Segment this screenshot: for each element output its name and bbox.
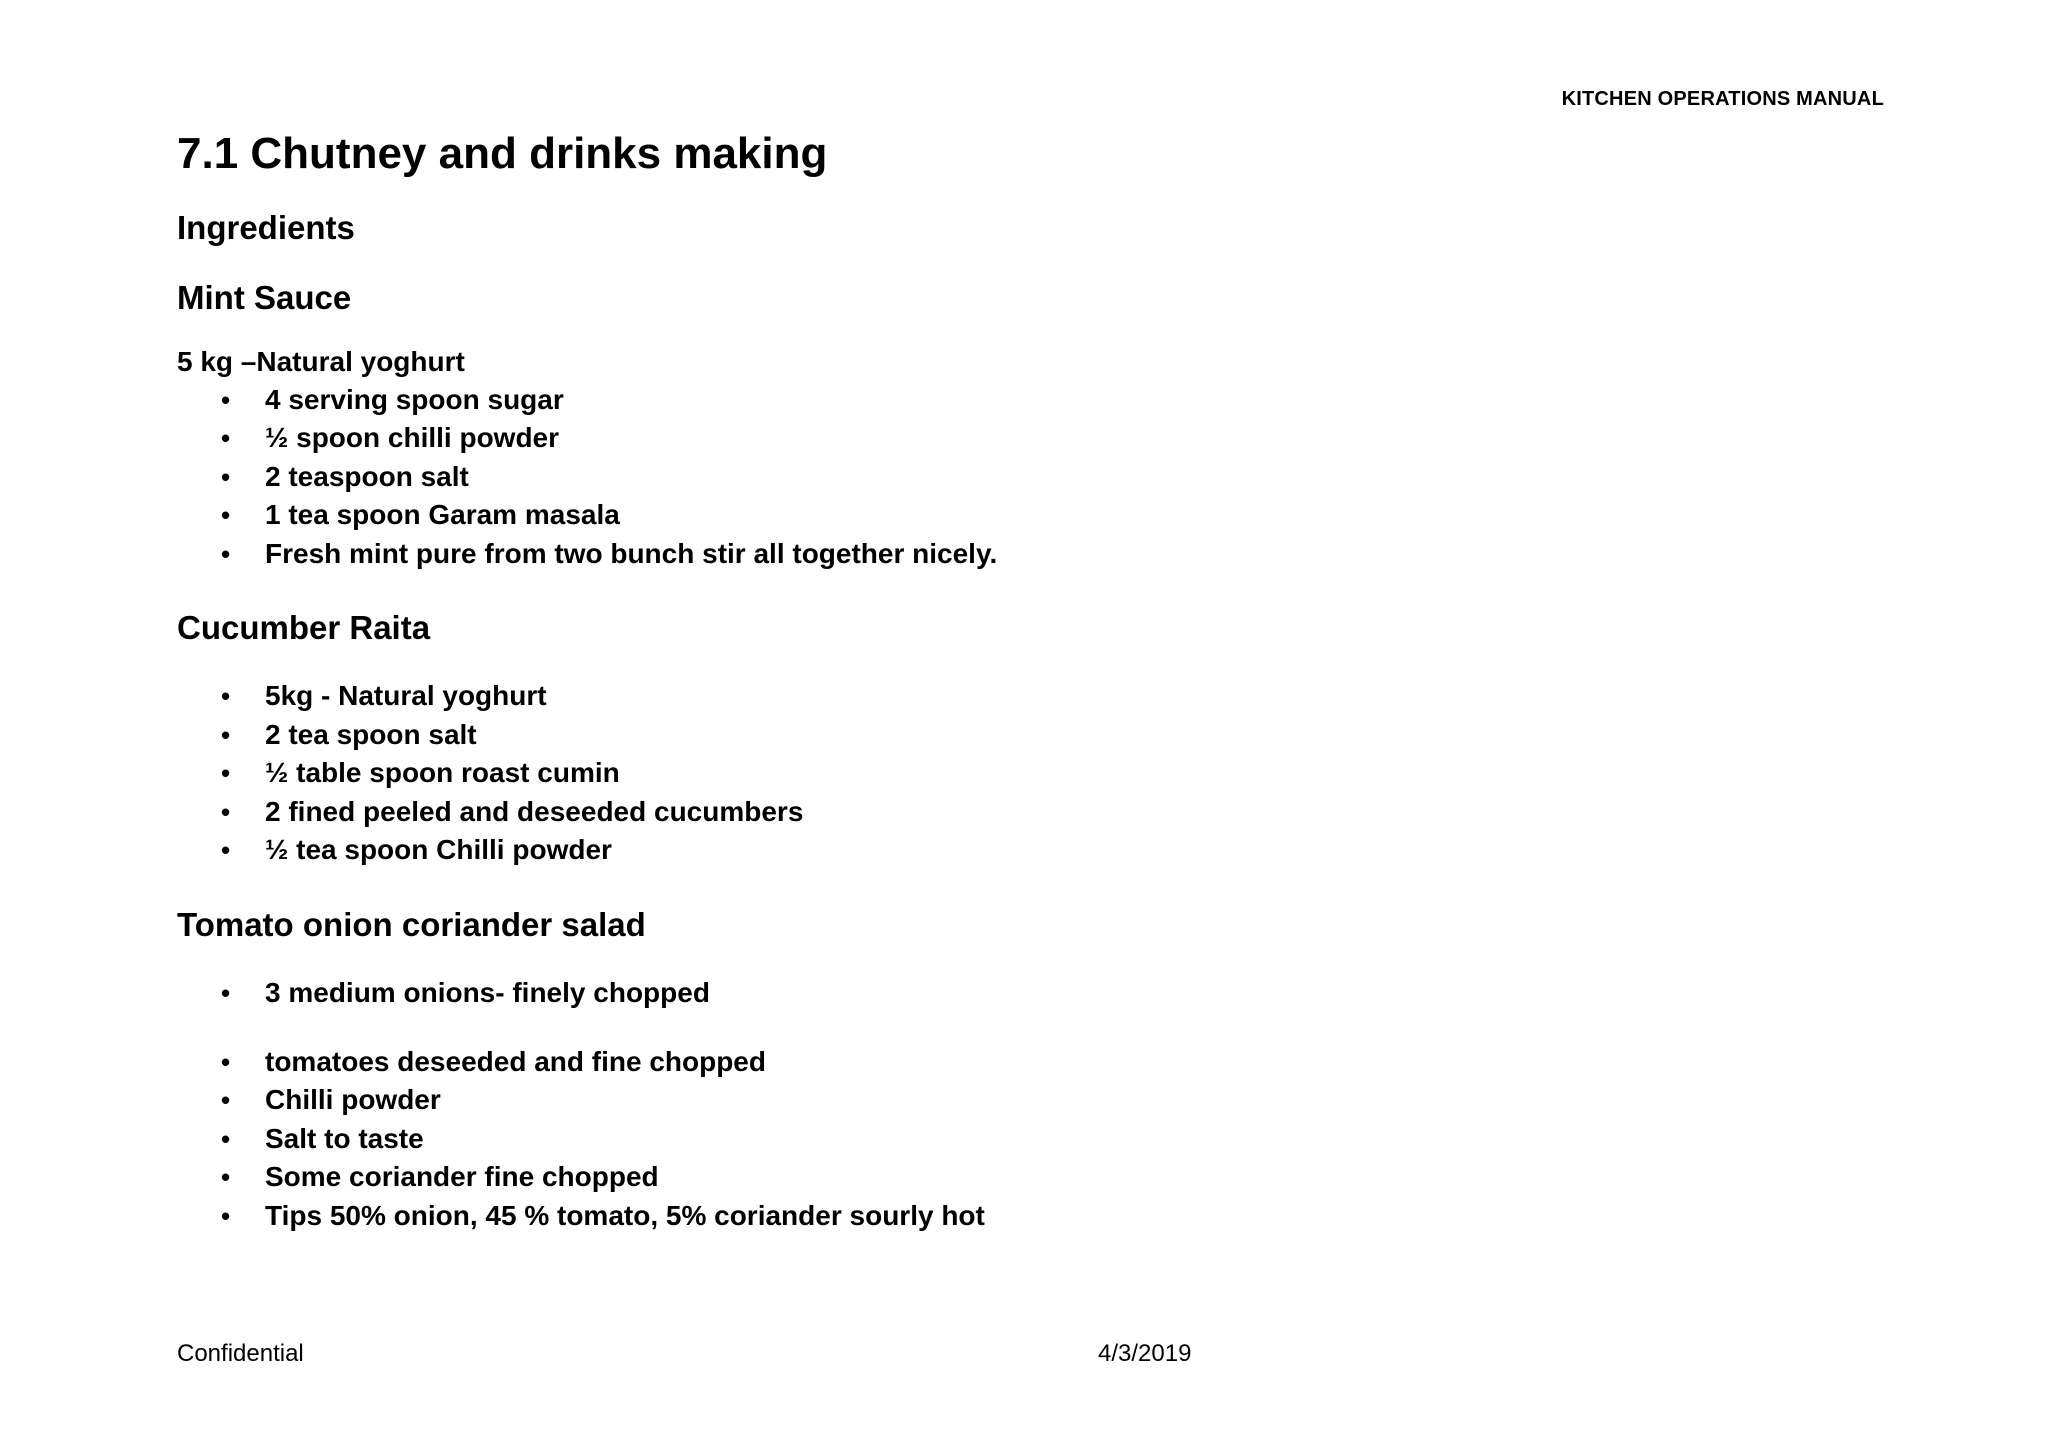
list-item-text: ½ table spoon roast cumin (265, 757, 620, 789)
list-item-text: Fresh mint pure from two bunch stir all together nicely. (265, 537, 998, 569)
bullet-icon: • (221, 1046, 231, 1077)
footer-date: 4/3/2019 (1098, 1340, 1192, 1367)
list-item-text: 2 tea spoon salt (265, 718, 477, 750)
list-item-text: Tips 50% onion, 45 % tomato, 5% coriander sourly hot (265, 1199, 985, 1231)
bullet-icon: • (221, 719, 231, 750)
bullet-icon: • (221, 423, 231, 453)
list-item-text: 5kg - Natural yoghurt (265, 680, 547, 712)
bullet-icon: • (221, 978, 231, 1008)
list-item-text: ½ tea spoon Chilli powder (265, 834, 612, 866)
bullet-icon: • (221, 500, 231, 530)
bullet-icon: • (221, 758, 231, 789)
list-item-text: ½ spoon chilli powder (265, 422, 560, 453)
page-title: 7.1 Chutney and drinks making (177, 129, 828, 178)
tomato-salad-first-list (177, 974, 1677, 1013)
bullet-icon: • (221, 835, 231, 866)
mint-sauce-lead: 5 kg –Natural yoghurt (177, 345, 465, 377)
spacer (177, 870, 1677, 904)
spacer (177, 945, 1677, 974)
bullet-icon: • (221, 384, 231, 415)
page-content (177, 126, 1677, 1235)
tomato-salad-heading: Tomato onion coriander salad (177, 905, 646, 943)
cucumber-raita-list (177, 677, 1677, 870)
bullet-icon: • (221, 1123, 231, 1154)
spacer (177, 573, 1677, 607)
list-item (177, 677, 1677, 716)
mint-sauce-list (177, 381, 1677, 574)
bullet-icon: • (221, 796, 231, 827)
spacer (177, 1013, 1677, 1043)
list-item (177, 1120, 1677, 1159)
list-item (177, 1197, 1677, 1236)
list-item-text: 2 fined peeled and deseeded cucumbers (265, 795, 804, 827)
bullet-icon: • (221, 1200, 231, 1231)
list-item (177, 535, 1677, 574)
bullet-icon: • (221, 461, 231, 492)
list-item-text: Some coriander fine chopped (265, 1161, 659, 1192)
list-item (177, 381, 1677, 420)
list-item (177, 419, 1677, 458)
list-item (177, 1081, 1677, 1120)
list-item (177, 496, 1677, 535)
tomato-salad-list (177, 1043, 1677, 1236)
bullet-icon: • (221, 1162, 231, 1192)
spacer (177, 648, 1677, 677)
running-header: KITCHEN OPERATIONS MANUAL (1561, 88, 1884, 110)
bullet-icon: • (221, 538, 231, 569)
list-item-text: 1 tea spoon Garam masala (265, 499, 620, 530)
list-item (177, 974, 1677, 1013)
footer-confidential: Confidential (177, 1340, 304, 1367)
list-item-text: 4 serving spoon sugar (265, 383, 564, 415)
list-item (177, 458, 1677, 497)
list-item-text: 3 medium onions- finely chopped (265, 977, 710, 1008)
list-item-text: tomatoes deseeded and fine chopped (265, 1045, 766, 1077)
mint-sauce-heading: Mint Sauce (177, 279, 352, 317)
list-item-text: Chilli powder (265, 1084, 441, 1115)
bullet-icon: • (221, 681, 231, 712)
list-item-text: 2 teaspoon salt (265, 460, 469, 492)
bullet-icon: • (221, 1085, 231, 1115)
list-item-text: Salt to taste (265, 1122, 424, 1154)
list-item (177, 831, 1677, 870)
list-item (177, 716, 1677, 755)
ingredients-heading: Ingredients (177, 209, 355, 246)
list-item (177, 1158, 1677, 1197)
list-item (177, 754, 1677, 793)
cucumber-raita-heading: Cucumber Raita (177, 609, 431, 646)
list-item (177, 793, 1677, 832)
list-item (177, 1043, 1677, 1082)
